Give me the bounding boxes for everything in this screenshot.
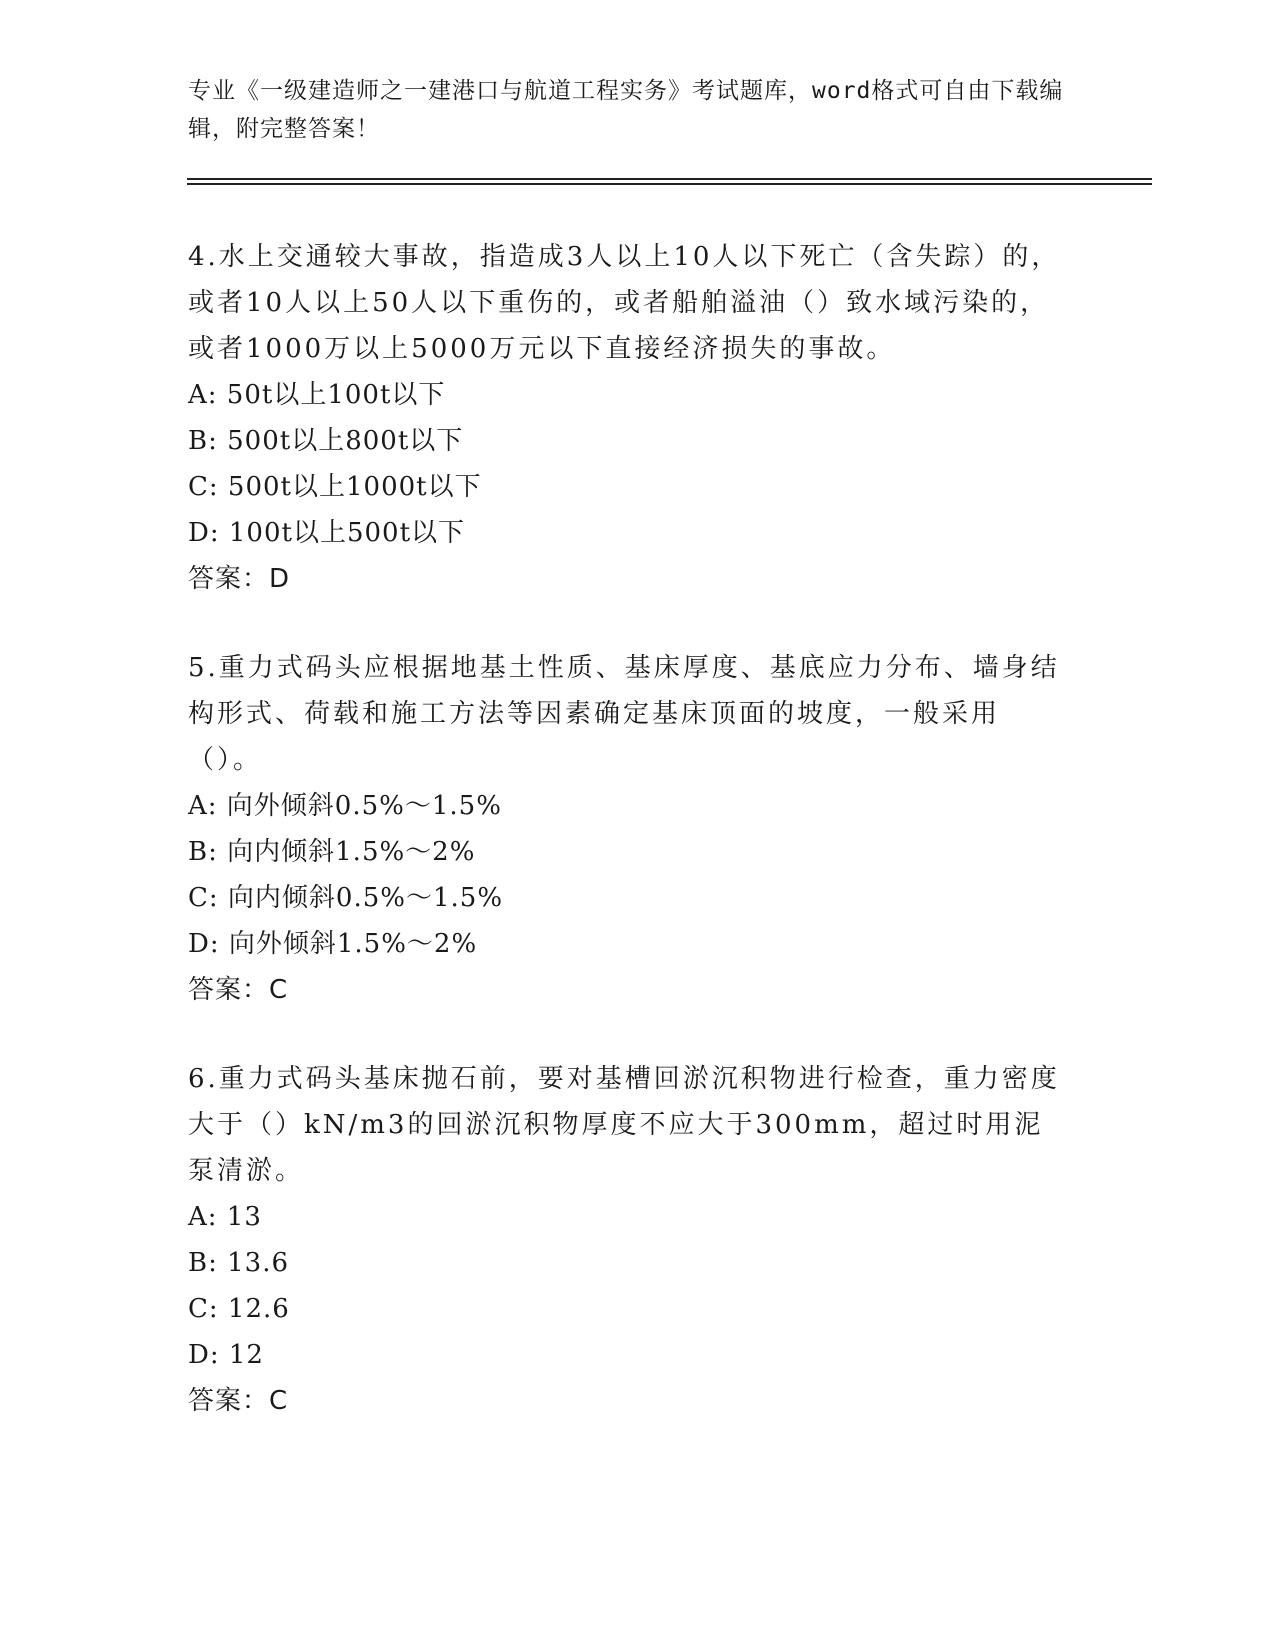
header-divider-top xyxy=(187,178,1152,180)
question-5 xyxy=(188,645,1068,1013)
option-b: B: 向内倾斜1.5%～2% xyxy=(188,837,476,867)
option-d: D: 100t以上500t以下 xyxy=(188,518,466,548)
option-c: C: 向内倾斜0.5%～1.5% xyxy=(188,883,504,913)
question-stem: 4.水上交通较大事故，指造成3人以上10人以下死亡（含失踪）的，或者10人以上50人以下重伤的，或者船舶溢油（）致水域污染的，或者1000万以上5000万元以下直接经济损失的事故。 xyxy=(188,242,1061,364)
header-divider-bottom xyxy=(187,183,1152,185)
answer-line: 答案：C xyxy=(188,975,289,1005)
document-header xyxy=(188,72,1068,148)
question-4 xyxy=(188,234,1068,602)
question-stem: 6.重力式码头基床抛石前，要对基槽回淤沉积物进行检查，重力密度大于（）kN/m3的回淤沉积物厚度不应大于300mm，超过时用泥泵清淤。 xyxy=(188,1064,1060,1186)
question-stem: 5.重力式码头应根据地基土性质、基床厚度、基底应力分布、墙身结构形式、荷载和施工方法等因素确定基床顶面的坡度，一般采用（）。 xyxy=(188,653,1060,775)
answer-line: 答案：C xyxy=(188,1386,289,1416)
header-text: 专业《一级建造师之一建港口与航道工程实务》考试题库，word格式可自由下载编辑，附完整答案！ xyxy=(188,78,1064,142)
option-c: C: 12.6 xyxy=(188,1294,290,1324)
answer-line: 答案：D xyxy=(188,564,291,594)
option-c: C: 500t以上1000t以下 xyxy=(188,472,482,502)
option-a: A: 50t以上100t以下 xyxy=(188,380,446,410)
option-b: B: 13.6 xyxy=(188,1248,290,1278)
option-b: B: 500t以上800t以下 xyxy=(188,426,464,456)
option-a: A: 13 xyxy=(188,1202,262,1232)
option-d: D: 向外倾斜1.5%～2% xyxy=(188,929,478,959)
option-a: A: 向外倾斜0.5%～1.5% xyxy=(188,791,502,821)
question-6 xyxy=(188,1056,1068,1424)
option-d: D: 12 xyxy=(188,1340,264,1370)
